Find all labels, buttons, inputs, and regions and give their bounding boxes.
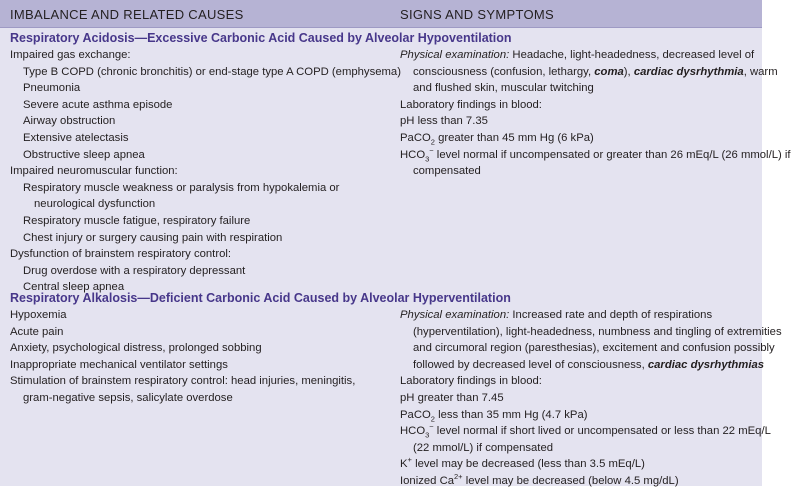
acidosis-lab-label: Laboratory findings in blood:: [400, 98, 542, 111]
alkalosis-exam-line: Physical examination: Increased rate and depth of respirations: [400, 309, 713, 321]
acidosis-ph: pH less than 7.35: [400, 115, 488, 128]
cause-item: Dysfunction of brainstem respiratory control:: [10, 248, 232, 261]
acidosis-exam-line: and flushed skin, muscular twitching: [413, 82, 594, 95]
alkalosis-exam-line: and circumoral region (paresthesias), excitement and confusion possibly: [413, 342, 775, 355]
acidosis-hco3-cont: compensated: [413, 165, 481, 178]
cause-item: Respiratory muscle fatigue, respiratory failure: [23, 214, 251, 227]
cause-item: Obstructive sleep apnea: [23, 148, 145, 161]
alkalosis-hco3: $HCO_3^-$ level normal if short lived or uncompensated or less than 22 mEq/L: [400, 422, 771, 440]
alkalosis-hco3-cont: (22 mmol/L) if compensated: [413, 441, 554, 454]
cause-item: Type B COPD (chronic bronchitis) or end-stage type A COPD (emphysema): [23, 65, 401, 78]
cause-item: Inappropriate mechanical ventilator settings: [10, 358, 228, 371]
cause-item: neurological dysfunction: [34, 198, 156, 211]
cause-item: Extensive atelectasis: [23, 131, 129, 144]
cause-item: Central sleep apnea: [23, 281, 125, 294]
alkalosis-title: Respiratory Alkalosis—Deficient Carbonic Acid Caused by Alveolar Hyperventilation: [10, 291, 511, 305]
alkalosis-exam-line: (hyperventilation), light-headedness, numbness and tingling of extremities: [413, 325, 782, 338]
table-header: [0, 0, 762, 28]
acidosis-causes-list: [10, 47, 401, 296]
alkalosis-ph: pH greater than 7.45: [400, 391, 504, 404]
cause-item: Anxiety, psychological distress, prolonged sobbing: [10, 342, 262, 355]
alkalosis-signs: [400, 307, 782, 490]
cause-item: Stimulation of brainstem respiratory control: head injuries, meningitis,: [10, 375, 356, 388]
cause-item: Hypoxemia: [10, 309, 67, 321]
cause-item: Acute pain: [10, 325, 64, 338]
alkalosis-potassium: K+ level may be decreased (less than 3.5 mEq/L): [400, 455, 645, 471]
cause-item: gram-negative sepsis, salicylate overdose: [23, 391, 233, 404]
cause-item: Chest injury or surgery causing pain with respiration: [23, 231, 283, 244]
header-signs: SIGNS AND SYMPTOMS: [400, 7, 554, 22]
acidosis-exam-line: Physical examination: Headache, light-headedness, decreased level of: [400, 49, 755, 61]
cause-item: Impaired gas exchange:: [10, 49, 131, 61]
cause-item: Respiratory muscle weakness or paralysis from hypokalemia or: [23, 181, 340, 194]
acidosis-hco3: $HCO_3^-$ level normal if uncompensated or greater than 26 mEq/L (26 mmol/L) if: [400, 145, 791, 163]
alkalosis-causes-list: [10, 307, 355, 407]
acidosis-paco2: PaCO$_2$ greater than 45 mm Hg (6 kPa): [400, 131, 594, 147]
alkalosis-exam-line: followed by decreased level of consciousness, cardiac dysrhythmias: [413, 358, 765, 371]
acidosis-title: Respiratory Acidosis—Excessive Carbonic Acid Caused by Alveolar Hypoventilation: [10, 31, 512, 45]
cause-item: Impaired neuromuscular function:: [10, 165, 178, 178]
alkalosis-paco2: PaCO$_2$ less than 35 mm Hg (4.7 kPa): [400, 408, 588, 423]
cause-item: Severe acute asthma episode: [23, 98, 173, 111]
cause-item: Drug overdose with a respiratory depressant: [23, 264, 246, 277]
alkalosis-lab-label: Laboratory findings in blood:: [400, 375, 542, 388]
alkalosis-calcium: Ionized $Ca^{2+}$ level may be decreased (below 4.5 mg/dL): [400, 472, 679, 487]
header-causes: IMBALANCE AND RELATED CAUSES: [10, 7, 244, 22]
cause-item: Airway obstruction: [23, 115, 116, 128]
acidosis-signs: [400, 47, 791, 180]
acidosis-exam-line: consciousness (confusion, lethargy, coma), cardiac dysrhythmia, warm: [413, 65, 778, 78]
cause-item: Pneumonia: [23, 82, 81, 95]
